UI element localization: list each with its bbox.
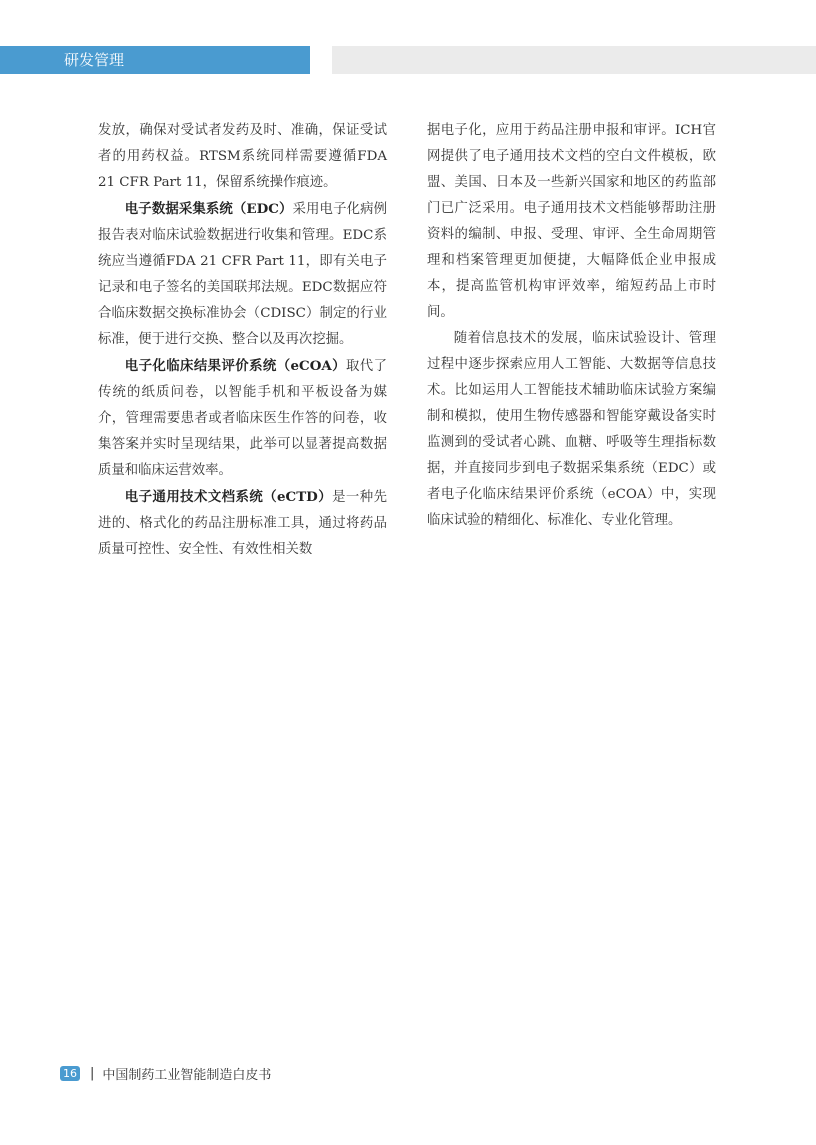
left-text-column	[98, 118, 387, 563]
page-footer	[60, 1063, 271, 1083]
publication-title: 中国制药工业智能制造白皮书	[102, 1067, 272, 1083]
header-decoration-bar	[332, 46, 816, 74]
paragraph-rtsm-continuation: 发放，确保对受试者发药及时、准确，保证受试者的用药权益。RTSM系统同样需要遵循FDA 21 CFR Part 11，保留系统操作痕迹。	[98, 123, 387, 190]
paragraph-it-development: 随着信息技术的发展，临床试验设计、管理过程中逐步探索应用人工智能、大数据等信息技术。比如运用人工智能技术辅助临床试验方案编制和模拟，使用生物传感器和智能穿戴设备实时监测到的受试者心跳、血糖、呼吸等生理指标数据，并直接同步到电子数据采集系统（EDC）或者电子化临床结果评价系统（eCOA）中，实现临床试验的精细化、标准化、专业化管理。	[427, 331, 716, 528]
term-ecoa: 电子化临床结果评价系统（eCOA）	[124, 358, 346, 374]
section-header-tab	[0, 46, 310, 74]
paragraph-ectd: 电子通用技术文档系统（eCTD）是一种先进的、格式化的药品注册标准工具，通过将药品质量可控性、安全性、有效性相关数	[98, 489, 387, 557]
section-title: 研发管理	[64, 51, 125, 69]
page-number: 16	[60, 1066, 80, 1081]
paragraph-edc: 电子数据采集系统（EDC）采用电子化病例报告表对临床试验数据进行收集和管理。EDC系统应当遵循FDA 21 CFR Part 11，即有关电子记录和电子签名的美国联邦法规。EDC数据应符合临床数据交换标准协会（CDISC）制定的行业标准，便于进行交换、整合以及再次挖掘。	[98, 201, 387, 347]
paragraph-ectd-continuation: 据电子化，应用于药品注册申报和审评。ICH官网提供了电子通用技术文档的空白文件模板，欧盟、美国、日本及一些新兴国家和地区的药监部门已广泛采用。电子通用技术文档能够帮助注册资料的编制、申报、受理、审评、全生命周期管理和档案管理更加便捷，大幅降低企业申报成本，提高监管机构审评效率，缩短药品上市时间。	[427, 123, 716, 320]
term-edc: 电子数据采集系统（EDC）	[124, 201, 293, 217]
term-ectd: 电子通用技术文档系统（eCTD）	[124, 489, 333, 505]
paragraph-ecoa: 电子化临床结果评价系统（eCOA）取代了传统的纸质问卷，以智能手机和平板设备为媒介，管理需要患者或者临床医生作答的问卷，收集答案并实时呈现结果，此举可以显著提高数据质量和临床运营效率。	[98, 358, 387, 478]
footer-separator: |	[90, 1065, 95, 1081]
right-text-column	[427, 118, 716, 534]
